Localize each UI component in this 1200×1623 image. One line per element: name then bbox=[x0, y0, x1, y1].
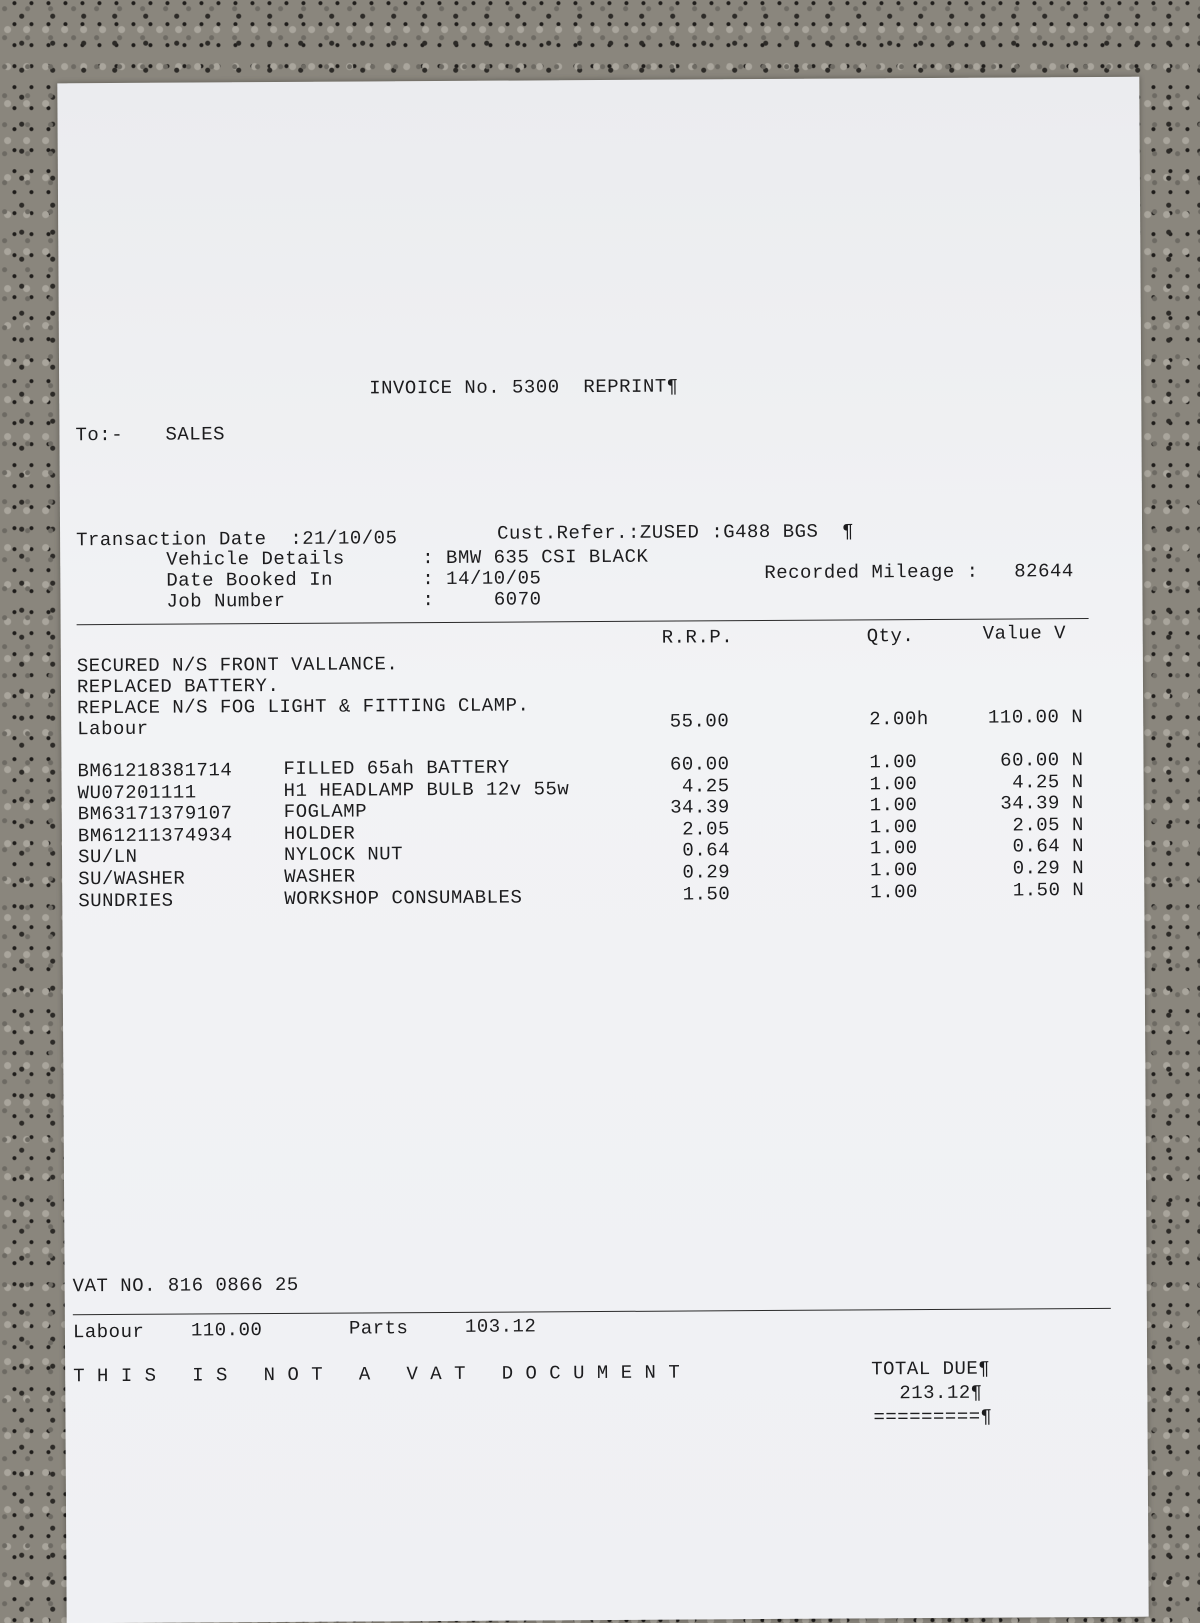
part-desc: FOGLAMP bbox=[283, 800, 368, 823]
part-qty: 1.00 bbox=[870, 859, 918, 882]
column-qty: Qty. bbox=[866, 625, 915, 648]
invoice-paper bbox=[57, 77, 1148, 1623]
transaction-date: Transaction Date :21/10/05 bbox=[76, 527, 398, 552]
part-rrp: 2.05 bbox=[682, 818, 730, 841]
part-code: SUNDRIES bbox=[78, 889, 174, 913]
invoice-title: INVOICE No. 5300 REPRINT¶ bbox=[369, 375, 679, 400]
part-rrp: 4.25 bbox=[681, 775, 730, 798]
part-value: 0.29 N bbox=[1012, 857, 1085, 880]
part-value: 1.50 N bbox=[1012, 879, 1085, 902]
part-rrp: 34.39 bbox=[670, 796, 730, 819]
part-code: WU07201111 bbox=[77, 781, 197, 805]
footer-divider bbox=[73, 1308, 1111, 1315]
part-code: BM61218381714 bbox=[77, 759, 233, 783]
part-qty: 1.00 bbox=[869, 837, 918, 860]
to-value: SALES bbox=[165, 423, 226, 446]
part-code: BM61211374934 bbox=[77, 824, 233, 848]
part-rrp: 60.00 bbox=[669, 753, 730, 776]
part-rrp: 1.50 bbox=[682, 883, 731, 906]
part-desc: FILLED 65ah BATTERY bbox=[283, 756, 510, 780]
part-qty: 1.00 bbox=[870, 881, 918, 904]
total-parts-label: Parts bbox=[348, 1317, 409, 1340]
work-line: REPLACE N/S FOG LIGHT & FITTING CLAMP. bbox=[77, 694, 530, 720]
part-code: BM63171379107 bbox=[77, 802, 233, 826]
part-rrp: 0.64 bbox=[682, 839, 731, 862]
column-rrp: R.R.P. bbox=[661, 626, 734, 649]
date-booked-label: Date Booked In bbox=[166, 568, 334, 592]
not-vat-document-notice: T H I S I S N O T A V A T D O C U M E N T bbox=[73, 1361, 681, 1388]
part-value: 60.00 N bbox=[1000, 749, 1084, 772]
part-desc: H1 HEADLAMP BULB 12v 55w bbox=[283, 778, 570, 802]
part-qty: 1.00 bbox=[869, 794, 918, 817]
labour-qty: 2.00h bbox=[869, 708, 929, 731]
part-qty: 1.00 bbox=[869, 751, 918, 774]
job-number-label: Job Number bbox=[166, 589, 286, 613]
date-booked-value: : 14/10/05 bbox=[422, 567, 542, 591]
part-qty: 1.00 bbox=[869, 773, 918, 796]
header-divider bbox=[77, 618, 1089, 625]
part-value: 2.05 N bbox=[1012, 814, 1084, 837]
total-due-value: 213.12¶ bbox=[899, 1381, 983, 1405]
labour-value: 110.00 N bbox=[987, 706, 1084, 729]
part-desc: WASHER bbox=[284, 865, 356, 888]
labour-rrp: 55.00 bbox=[669, 710, 730, 733]
labour-label: Labour bbox=[77, 717, 149, 741]
total-due-rule: =========¶ bbox=[873, 1405, 993, 1429]
part-code: SU/WASHER bbox=[78, 867, 186, 891]
part-value: 34.39 N bbox=[1000, 792, 1084, 815]
part-code: SU/LN bbox=[77, 845, 138, 869]
vat-number: VAT NO. 816 0866 25 bbox=[72, 1273, 299, 1298]
part-desc: NYLOCK NUT bbox=[283, 843, 404, 866]
part-desc: HOLDER bbox=[283, 822, 356, 845]
part-value: 0.64 N bbox=[1012, 835, 1085, 858]
total-labour-value: 110.00 bbox=[190, 1319, 263, 1342]
vehicle-details-label: Vehicle Details bbox=[166, 547, 345, 571]
total-parts-value: 103.12 bbox=[464, 1315, 537, 1338]
recorded-mileage: Recorded Mileage : 82644 bbox=[764, 560, 1074, 585]
part-desc: WORKSHOP CONSUMABLES bbox=[284, 886, 523, 910]
work-line: SECURED N/S FRONT VALLANCE. bbox=[76, 653, 399, 678]
part-value: 4.25 N bbox=[1012, 771, 1084, 794]
work-line: REPLACED BATTERY. bbox=[76, 674, 280, 699]
total-due-label: TOTAL DUE¶ bbox=[871, 1357, 991, 1381]
job-number-value: : 6070 bbox=[422, 588, 542, 612]
total-labour-label: Labour bbox=[72, 1320, 145, 1344]
vehicle-details-value: : BMW 635 CSI BLACK bbox=[422, 545, 649, 570]
cust-refer: Cust.Refer.:ZUSED :G488 BGS ¶ bbox=[496, 520, 855, 545]
column-value: Value V bbox=[982, 622, 1067, 645]
to-label: To:- bbox=[75, 423, 124, 447]
part-rrp: 0.29 bbox=[682, 861, 731, 884]
part-qty: 1.00 bbox=[869, 816, 918, 839]
